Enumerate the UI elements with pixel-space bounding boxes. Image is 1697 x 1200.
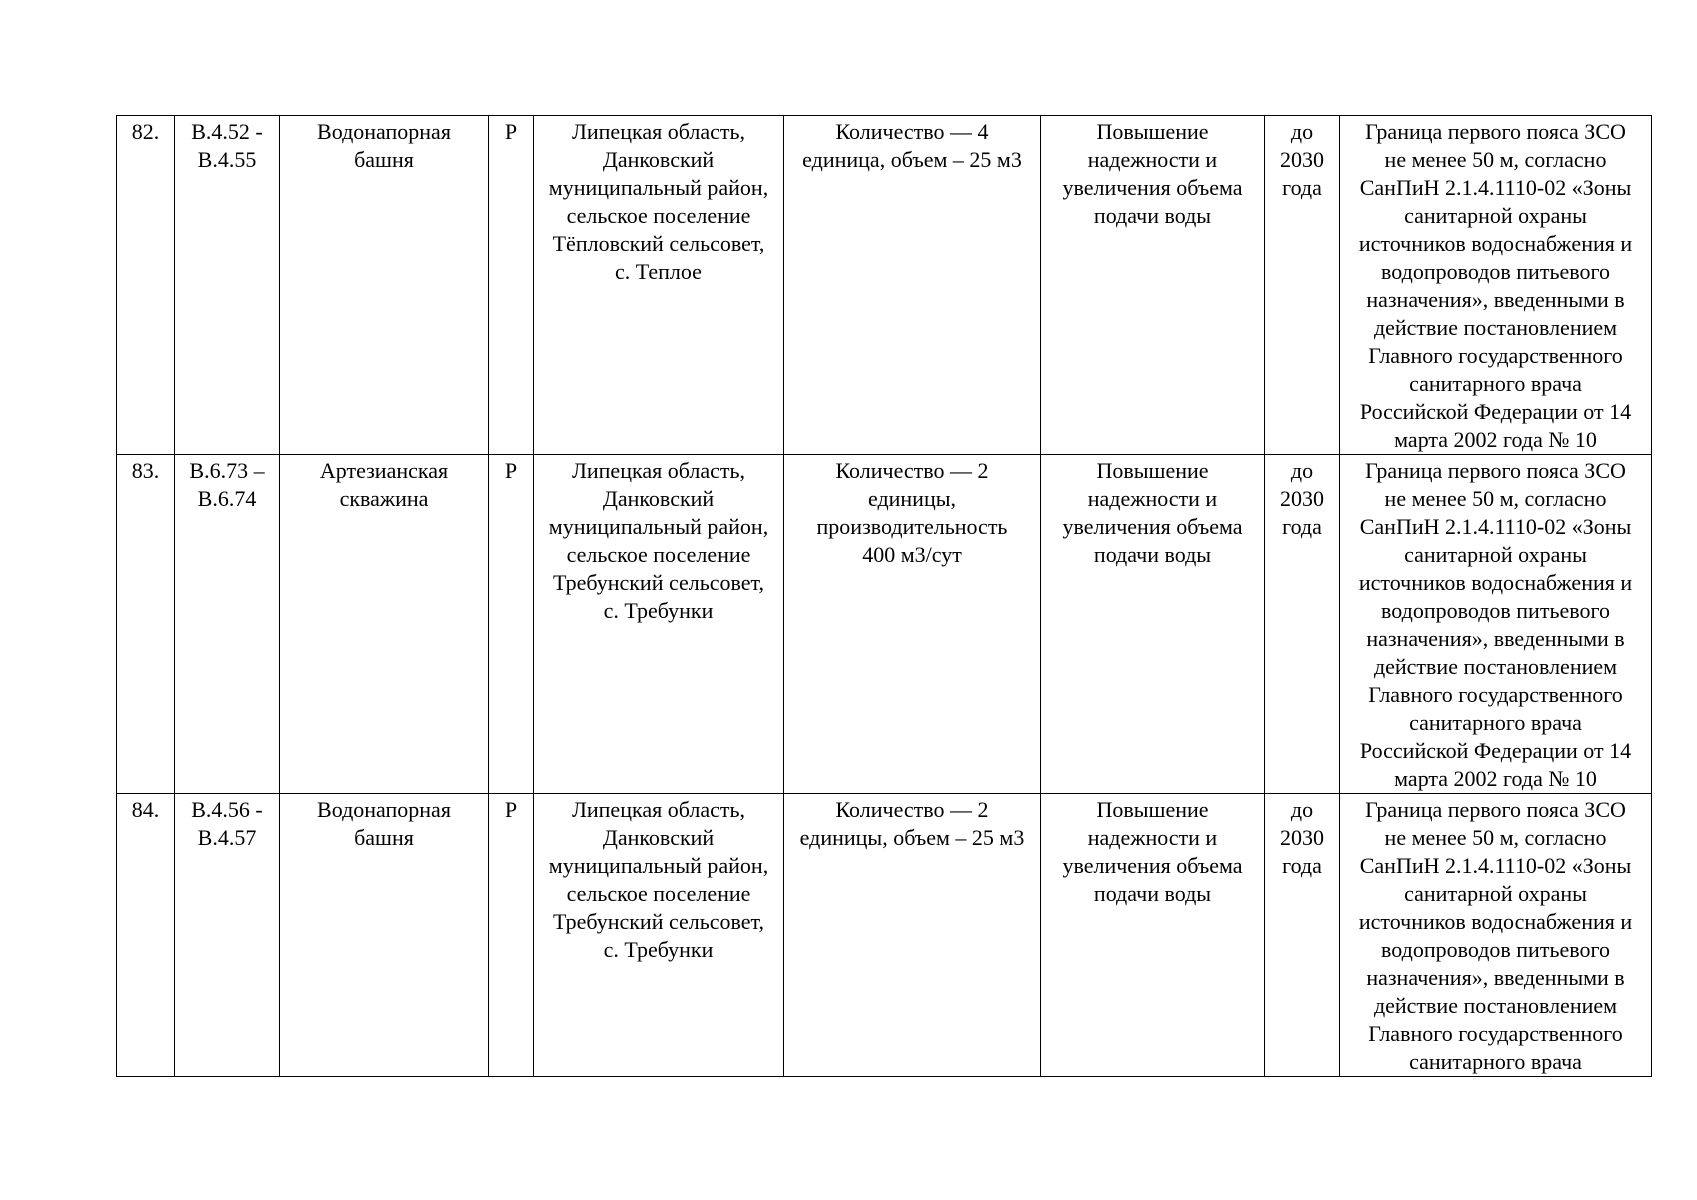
cell-location: Липецкая область, Данковский муниципальный район, сельское поселение Требунский сельсовет, с. Требунки <box>534 794 784 1077</box>
cell-characteristics: Количество — 2 единицы, производительность 400 м3/сут <box>784 455 1041 794</box>
cell-code: В.4.52 - В.4.55 <box>175 116 280 455</box>
objects-table <box>116 115 1652 1077</box>
cell-number: 83. <box>117 455 175 794</box>
cell-status: Р <box>489 455 534 794</box>
cell-number: 82. <box>117 116 175 455</box>
cell-status: Р <box>489 116 534 455</box>
cell-zone: Граница первого пояса ЗСО не менее 50 м, согласно СанПиН 2.1.4.1110-02 «Зоны санитарной охраны источников водоснабжения и водопроводов питьевого назначения», введенными в действие постановлением Главного государственного санитарного врача Российской Федерации от 14 марта 2002 года № 10 <box>1340 116 1652 455</box>
cell-name: Водонапорная башня <box>280 794 489 1077</box>
cell-purpose: Повышение надежности и увеличения объема подачи воды <box>1041 116 1265 455</box>
cell-zone: Граница первого пояса ЗСО не менее 50 м, согласно СанПиН 2.1.4.1110-02 «Зоны санитарной охраны источников водоснабжения и водопроводов питьевого назначения», введенными в действие постановлением Главного государственного санитарного врача <box>1340 794 1652 1077</box>
cell-number: 84. <box>117 794 175 1077</box>
cell-characteristics: Количество — 4 единица, объем – 25 м3 <box>784 116 1041 455</box>
table-row <box>117 116 1652 455</box>
cell-purpose: Повышение надежности и увеличения объема подачи воды <box>1041 455 1265 794</box>
cell-location: Липецкая область, Данковский муниципальный район, сельское поселение Требунский сельсовет, с. Требунки <box>534 455 784 794</box>
cell-name: Артезианская скважина <box>280 455 489 794</box>
cell-purpose: Повышение надежности и увеличения объема подачи воды <box>1041 794 1265 1077</box>
cell-characteristics: Количество — 2 единицы, объем – 25 м3 <box>784 794 1041 1077</box>
cell-location: Липецкая область, Данковский муниципальный район, сельское поселение Тёпловский сельсовет, с. Теплое <box>534 116 784 455</box>
cell-zone: Граница первого пояса ЗСО не менее 50 м, согласно СанПиН 2.1.4.1110-02 «Зоны санитарной охраны источников водоснабжения и водопроводов питьевого назначения», введенными в действие постановлением Главного государственного санитарного врача Российской Федерации от 14 марта 2002 года № 10 <box>1340 455 1652 794</box>
cell-name: Водонапорная башня <box>280 116 489 455</box>
cell-deadline: до 2030 года <box>1265 794 1340 1077</box>
table-row <box>117 794 1652 1077</box>
cell-deadline: до 2030 года <box>1265 455 1340 794</box>
table-row <box>117 455 1652 794</box>
cell-status: Р <box>489 794 534 1077</box>
cell-code: В.4.56 - В.4.57 <box>175 794 280 1077</box>
cell-deadline: до 2030 года <box>1265 116 1340 455</box>
cell-code: В.6.73 – В.6.74 <box>175 455 280 794</box>
